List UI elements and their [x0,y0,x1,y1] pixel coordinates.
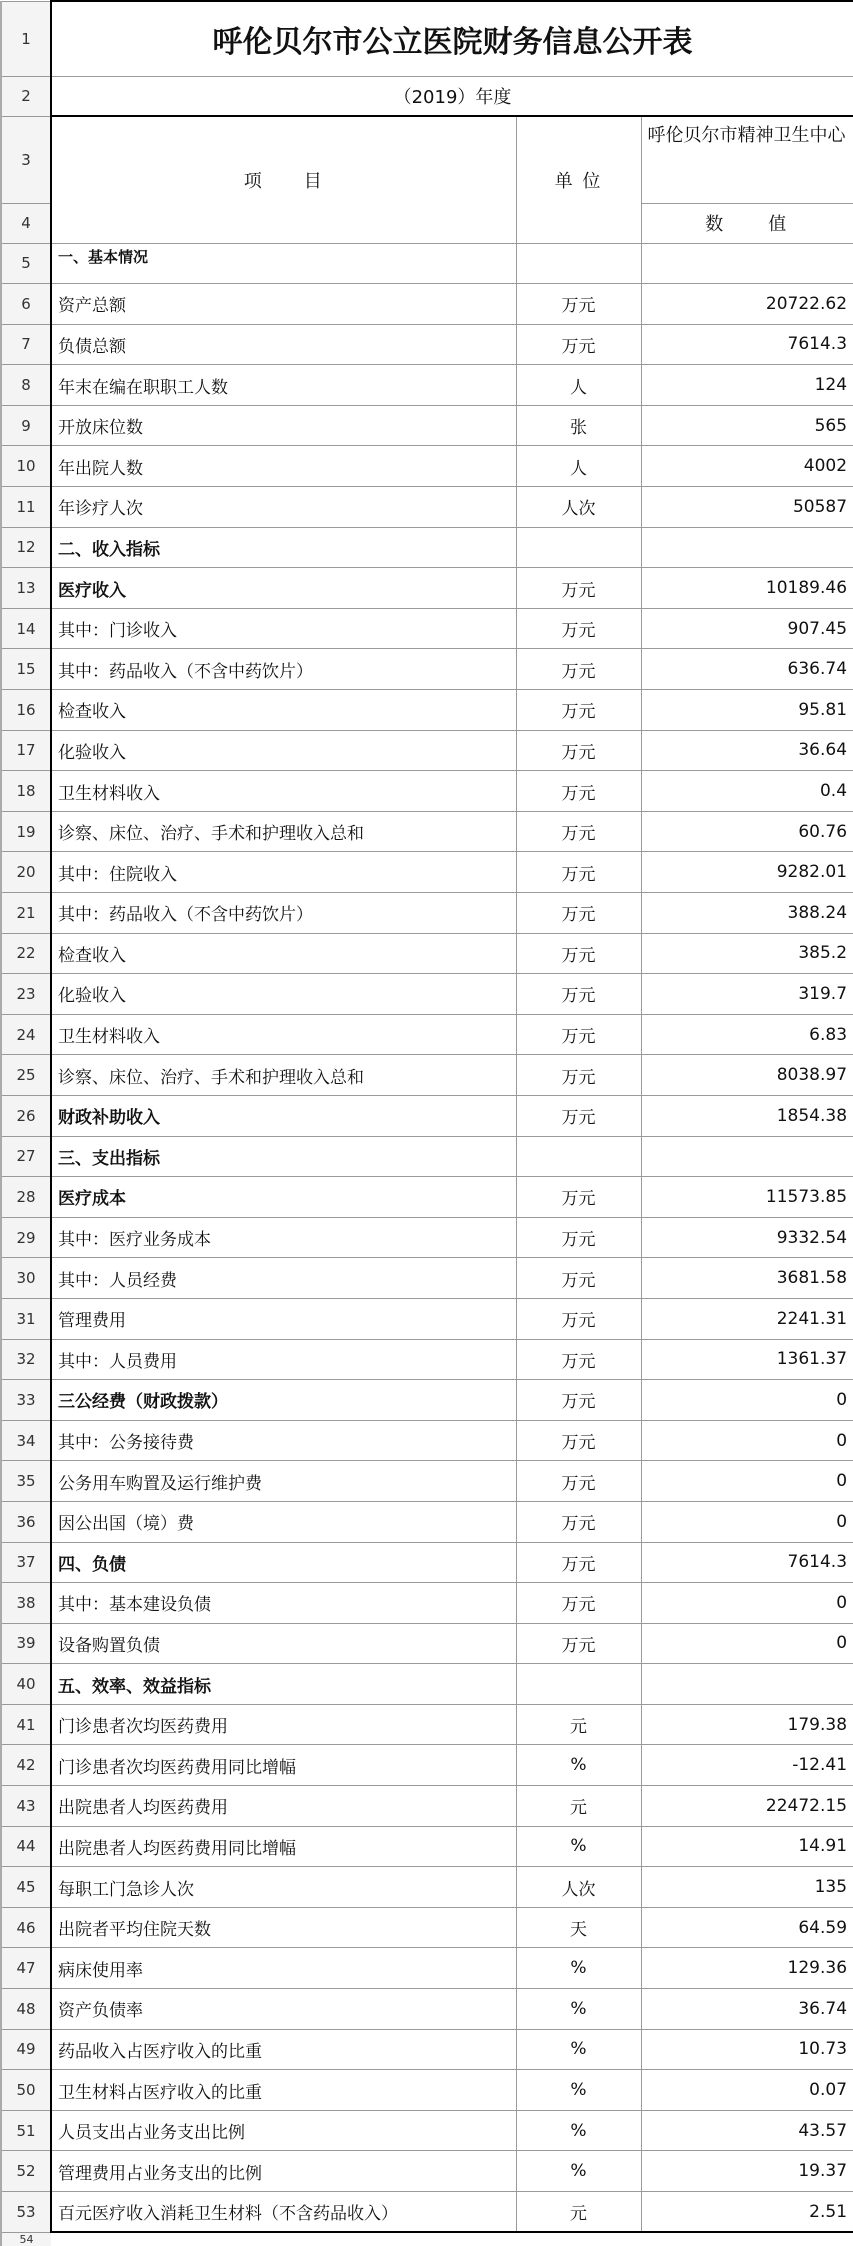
table-row [1,2029,853,2070]
value-cell[interactable]: 14.91 [641,1826,853,1867]
table-row [1,1826,853,1867]
table-row [1,487,853,528]
unit-cell[interactable]: 人 [516,365,641,406]
item-label[interactable]: 管理费用占业务支出的比例 [51,2151,516,2192]
item-label[interactable]: 其中：住院收入 [51,852,516,893]
item-label[interactable]: 资产总额 [51,284,516,325]
value-cell[interactable]: 19.37 [641,2151,853,2192]
unit-cell[interactable]: 天 [516,1907,641,1948]
item-label[interactable]: 化验收入 [51,974,516,1015]
table-row [1,893,853,934]
value-cell[interactable]: 636.74 [641,649,853,690]
item-label[interactable]: 三公经费（财政拨款） [51,1380,516,1421]
unit-cell[interactable]: 万元 [516,690,641,731]
table-row [1,1420,853,1461]
unit-cell[interactable] [516,527,641,568]
unit-cell[interactable]: 万元 [516,324,641,365]
row-number[interactable]: 45 [1,1867,51,1908]
unit-cell[interactable]: 万元 [516,811,641,852]
value-cell[interactable]: 3681.58 [641,1258,853,1299]
unit-cell[interactable]: 万元 [516,1542,641,1583]
table-row [1,649,853,690]
year-label[interactable]: （2019）年度 [51,76,853,116]
value-cell[interactable]: 0 [641,1583,853,1624]
value-cell[interactable]: 36.74 [641,1989,853,2030]
table-row [1,1623,853,1664]
value-cell[interactable]: 50587 [641,487,853,528]
unit-cell[interactable]: 万元 [516,1014,641,1055]
value-cell[interactable]: 36.64 [641,730,853,771]
row-number[interactable]: 47 [1,1948,51,1989]
item-label[interactable]: 四、负债 [51,1542,516,1583]
table-row-partial [1,2232,853,2246]
value-cell[interactable] [641,527,853,568]
unit-cell[interactable]: % [516,1948,641,1989]
row-number[interactable]: 26 [1,1095,51,1136]
row-number[interactable]: 43 [1,1786,51,1827]
row-number[interactable]: 24 [1,1014,51,1055]
table-row [1,1867,853,1908]
item-label[interactable]: 公务用车购置及运行维护费 [51,1461,516,1502]
unit-cell[interactable]: % [516,1745,641,1786]
table-row [1,1014,853,1055]
unit-cell[interactable]: 元 [516,1704,641,1745]
item-label[interactable]: 三、支出指标 [51,1136,516,1177]
item-label[interactable]: 年末在编在职职工人数 [51,365,516,406]
table-row [1,1907,853,1948]
row-number[interactable]: 5 [1,243,51,284]
item-label[interactable]: 百元医疗收入消耗卫生材料（不含药品收入） [51,2192,516,2233]
row-number[interactable]: 50 [1,2070,51,2111]
value-cell[interactable]: 907.45 [641,608,853,649]
row-number[interactable]: 14 [1,608,51,649]
value-cell[interactable]: 10189.46 [641,568,853,609]
table-row [1,365,853,406]
row-number[interactable]: 2 [1,76,51,116]
item-label[interactable]: 卫生材料占医疗收入的比重 [51,2070,516,2111]
unit-cell[interactable]: 元 [516,1786,641,1827]
table-row [1,2070,853,2111]
unit-cell[interactable]: 万元 [516,852,641,893]
value-cell[interactable]: 43.57 [641,2110,853,2151]
value-cell[interactable]: 8038.97 [641,1055,853,1096]
row-number[interactable]: 48 [1,1989,51,2030]
unit-cell[interactable] [516,1136,641,1177]
item-label[interactable]: 每职工门急诊人次 [51,1867,516,1908]
row-number[interactable]: 9 [1,405,51,446]
row-number[interactable]: 1 [1,1,51,76]
unit-cell[interactable]: 万元 [516,893,641,934]
value-cell[interactable] [641,1136,853,1177]
table-row [1,1704,853,1745]
table-row [1,933,853,974]
item-label[interactable]: 五、效率、效益指标 [51,1664,516,1705]
row-number[interactable]: 32 [1,1339,51,1380]
row-number[interactable]: 28 [1,1177,51,1218]
table-row [1,1745,853,1786]
table-row [1,852,853,893]
row-number[interactable]: 19 [1,811,51,852]
value-cell[interactable]: 95.81 [641,690,853,731]
value-cell[interactable]: 9332.54 [641,1217,853,1258]
unit-cell[interactable]: 万元 [516,1420,641,1461]
unit-cell[interactable]: 万元 [516,568,641,609]
item-label[interactable]: 检查收入 [51,690,516,731]
item-label[interactable]: 一、基本情况 [51,243,516,284]
row-number[interactable]: 7 [1,324,51,365]
unit-cell[interactable]: 张 [516,405,641,446]
table-row [1,1298,853,1339]
table-row [1,1786,853,1827]
value-cell[interactable]: 20722.62 [641,284,853,325]
table-row [1,1664,853,1705]
item-label[interactable]: 化验收入 [51,730,516,771]
value-cell[interactable]: 9282.01 [641,852,853,893]
row-number[interactable]: 12 [1,527,51,568]
row-number[interactable]: 54 [1,2232,51,2246]
row-number[interactable]: 17 [1,730,51,771]
value-cell[interactable] [641,243,853,284]
unit-cell[interactable]: 万元 [516,649,641,690]
value-cell[interactable]: 0 [641,1623,853,1664]
item-label[interactable]: 门诊患者次均医药费用 [51,1704,516,1745]
unit-cell[interactable]: 万元 [516,1339,641,1380]
value-cell[interactable]: 388.24 [641,893,853,934]
row-number[interactable]: 21 [1,893,51,934]
item-label[interactable]: 年诊疗人次 [51,487,516,528]
row-number[interactable]: 41 [1,1704,51,1745]
row-number[interactable]: 3 [1,116,51,203]
value-cell[interactable]: 0.07 [641,2070,853,2111]
unit-cell[interactable]: 人 [516,446,641,487]
item-label[interactable]: 二、收入指标 [51,527,516,568]
table-row [1,608,853,649]
table-row [1,1339,853,1380]
row-number[interactable]: 27 [1,1136,51,1177]
value-cell[interactable]: 2.51 [641,2192,853,2233]
row-number[interactable]: 4 [1,203,51,243]
table-row [1,1989,853,2030]
item-label[interactable]: 设备购置负债 [51,1623,516,1664]
unit-cell[interactable]: 万元 [516,1095,641,1136]
value-cell[interactable]: 124 [641,365,853,406]
item-label[interactable]: 出院患者人均医药费用同比增幅 [51,1826,516,1867]
item-label[interactable]: 其中：药品收入（不含中药饮片） [51,649,516,690]
row-number[interactable]: 33 [1,1380,51,1421]
row-number[interactable]: 16 [1,690,51,731]
table-row [1,974,853,1015]
row-number[interactable]: 39 [1,1623,51,1664]
unit-cell[interactable]: % [516,1989,641,2030]
unit-cell[interactable]: 万元 [516,284,641,325]
table-row [1,405,853,446]
item-label[interactable]: 其中：公务接待费 [51,1420,516,1461]
value-cell[interactable] [641,1664,853,1705]
value-cell[interactable]: 7614.3 [641,1542,853,1583]
unit-cell[interactable]: 万元 [516,1583,641,1624]
item-label[interactable]: 其中：基本建设负债 [51,1583,516,1624]
table-row [1,284,853,325]
value-cell[interactable]: 6.83 [641,1014,853,1055]
item-label[interactable]: 卫生材料收入 [51,1014,516,1055]
value-cell[interactable]: 0 [641,1461,853,1502]
unit-cell[interactable]: 万元 [516,730,641,771]
item-label[interactable]: 门诊患者次均医药费用同比增幅 [51,1745,516,1786]
item-label[interactable]: 年出院人数 [51,446,516,487]
item-label[interactable]: 其中：人员费用 [51,1339,516,1380]
empty-cell[interactable] [641,2232,853,2246]
header-unit[interactable]: 单 位 [516,116,641,243]
item-label[interactable]: 其中：医疗业务成本 [51,1217,516,1258]
value-cell[interactable]: 0 [641,1420,853,1461]
item-label[interactable]: 其中：药品收入（不含中药饮片） [51,893,516,934]
unit-cell[interactable] [516,1664,641,1705]
table-row [1,1948,853,1989]
header-organization[interactable]: 呼伦贝尔市精神卫生中心 [641,116,853,203]
row-number[interactable]: 34 [1,1420,51,1461]
table-row [1,568,853,609]
row-number[interactable]: 8 [1,365,51,406]
table-row [1,730,853,771]
row-number[interactable]: 23 [1,974,51,1015]
item-label[interactable]: 诊察、床位、治疗、手术和护理收入总和 [51,811,516,852]
page-title[interactable]: 呼伦贝尔市公立医院财务信息公开表 [51,1,853,76]
table-row [1,324,853,365]
item-label[interactable]: 资产负债率 [51,1989,516,2030]
unit-cell[interactable]: 万元 [516,1258,641,1299]
unit-cell[interactable]: 人次 [516,487,641,528]
row-number[interactable]: 13 [1,568,51,609]
row-number[interactable]: 53 [1,2192,51,2233]
row-number[interactable]: 11 [1,487,51,528]
item-label[interactable]: 财政补助收入 [51,1095,516,1136]
item-label[interactable]: 出院患者人均医药费用 [51,1786,516,1827]
item-label[interactable]: 其中：门诊收入 [51,608,516,649]
empty-cell[interactable] [516,2232,641,2246]
table-row [1,811,853,852]
unit-cell[interactable]: 万元 [516,771,641,812]
unit-cell[interactable] [516,243,641,284]
value-cell[interactable]: 60.76 [641,811,853,852]
table-row [1,446,853,487]
value-cell[interactable]: 7614.3 [641,324,853,365]
value-cell[interactable]: 0 [641,1380,853,1421]
item-label[interactable]: 开放床位数 [51,405,516,446]
row-number[interactable]: 10 [1,446,51,487]
value-cell[interactable]: 10.73 [641,2029,853,2070]
value-cell[interactable]: 135 [641,1867,853,1908]
row-number[interactable]: 49 [1,2029,51,2070]
value-cell[interactable]: 64.59 [641,1907,853,1948]
row-number[interactable]: 30 [1,1258,51,1299]
table-row [1,1258,853,1299]
value-cell[interactable]: 11573.85 [641,1177,853,1218]
value-cell[interactable]: 4002 [641,446,853,487]
unit-cell[interactable]: % [516,1826,641,1867]
year-row [1,76,853,116]
table-row [1,1136,853,1177]
table-row [1,1177,853,1218]
item-label[interactable]: 医疗收入 [51,568,516,609]
header-item[interactable]: 项 目 [51,116,516,243]
value-cell[interactable]: 565 [641,405,853,446]
table-row [1,771,853,812]
item-label[interactable]: 药品收入占医疗收入的比重 [51,2029,516,2070]
value-cell[interactable]: 319.7 [641,974,853,1015]
header-value[interactable]: 数 值 [641,203,853,243]
item-label[interactable]: 卫生材料收入 [51,771,516,812]
value-cell[interactable]: 1361.37 [641,1339,853,1380]
unit-cell[interactable]: 万元 [516,974,641,1015]
row-number[interactable]: 36 [1,1501,51,1542]
row-number[interactable]: 18 [1,771,51,812]
unit-cell[interactable]: % [516,2151,641,2192]
unit-cell[interactable]: 万元 [516,608,641,649]
item-label[interactable]: 出院者平均住院天数 [51,1907,516,1948]
item-label[interactable]: 因公出国（境）费 [51,1501,516,1542]
table-row [1,2192,853,2233]
table-row [1,1461,853,1502]
header-row [1,116,853,203]
table-row [1,243,853,284]
unit-cell[interactable]: % [516,2029,641,2070]
row-number[interactable]: 40 [1,1664,51,1705]
table-row [1,690,853,731]
table-row [1,1542,853,1583]
value-cell[interactable]: -12.41 [641,1745,853,1786]
table-row [1,1095,853,1136]
unit-cell[interactable]: 万元 [516,1461,641,1502]
row-number[interactable]: 42 [1,1745,51,1786]
item-label[interactable]: 检查收入 [51,933,516,974]
row-number[interactable]: 6 [1,284,51,325]
unit-cell[interactable]: 万元 [516,1380,641,1421]
row-number[interactable]: 25 [1,1055,51,1096]
item-label[interactable]: 人员支出占业务支出比例 [51,2110,516,2151]
value-cell[interactable]: 1854.38 [641,1095,853,1136]
unit-cell[interactable]: 万元 [516,1177,641,1218]
row-number[interactable]: 46 [1,1907,51,1948]
item-label[interactable]: 其中：人员经费 [51,1258,516,1299]
row-number[interactable]: 29 [1,1217,51,1258]
unit-cell[interactable]: 元 [516,2192,641,2233]
item-label[interactable]: 管理费用 [51,1298,516,1339]
unit-cell[interactable]: 万元 [516,1501,641,1542]
row-number[interactable]: 15 [1,649,51,690]
unit-cell[interactable]: 人次 [516,1867,641,1908]
row-number[interactable]: 31 [1,1298,51,1339]
table-row [1,1380,853,1421]
unit-cell[interactable]: % [516,2070,641,2111]
value-cell[interactable]: 0.4 [641,771,853,812]
unit-cell[interactable]: 万元 [516,1217,641,1258]
table-row [1,1217,853,1258]
unit-cell[interactable]: 万元 [516,1055,641,1096]
value-cell[interactable]: 179.38 [641,1704,853,1745]
item-label[interactable]: 医疗成本 [51,1177,516,1218]
row-number[interactable]: 35 [1,1461,51,1502]
table-row [1,1501,853,1542]
value-cell[interactable]: 0 [641,1501,853,1542]
value-cell[interactable]: 2241.31 [641,1298,853,1339]
row-number[interactable]: 38 [1,1583,51,1624]
table-row [1,527,853,568]
row-number[interactable]: 37 [1,1542,51,1583]
unit-cell[interactable]: % [516,2110,641,2151]
value-cell[interactable]: 129.36 [641,1948,853,1989]
table-row [1,1583,853,1624]
table-row [1,2151,853,2192]
empty-cell[interactable] [51,2232,516,2246]
value-cell[interactable]: 385.2 [641,933,853,974]
item-label[interactable]: 病床使用率 [51,1948,516,1989]
title-row [1,1,853,76]
row-number[interactable]: 44 [1,1826,51,1867]
unit-cell[interactable]: 万元 [516,933,641,974]
row-number[interactable]: 22 [1,933,51,974]
value-cell[interactable]: 22472.15 [641,1786,853,1827]
row-number[interactable]: 20 [1,852,51,893]
item-label[interactable]: 负债总额 [51,324,516,365]
item-label[interactable]: 诊察、床位、治疗、手术和护理收入总和 [51,1055,516,1096]
row-number[interactable]: 51 [1,2110,51,2151]
row-number[interactable]: 52 [1,2151,51,2192]
unit-cell[interactable]: 万元 [516,1298,641,1339]
table-row [1,2110,853,2151]
unit-cell[interactable]: 万元 [516,1623,641,1664]
table-row [1,1055,853,1096]
